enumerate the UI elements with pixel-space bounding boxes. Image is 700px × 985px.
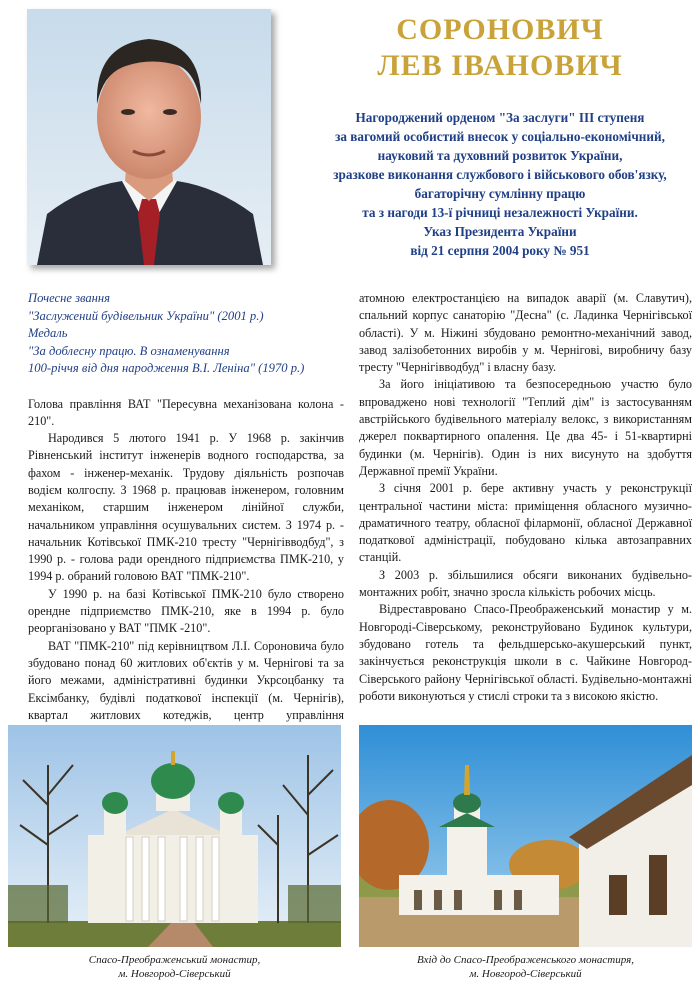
award-statement [300, 108, 700, 260]
monastery-photo [8, 725, 341, 947]
photo-caption-left [8, 953, 341, 981]
paragraph: За його ініціативою та безпосередньою участю було впроваджено нові технології "Теплий дім" із застосуванням австрійського будівельного матеріалу велокс, з використанням джерел поквартирного опалення. Це два 45- і 51-квартирні будинки (м. Чернігів). Один із них висунуто на здобуття Державної премії України. [359, 377, 692, 478]
portrait-photo [27, 9, 271, 265]
right-column [359, 290, 692, 705]
award-line: та з нагоди 13-ї річниці незалежності України. [362, 205, 638, 220]
award-line: науковий та духовний розвиток України, [377, 148, 623, 163]
monastery-entrance-photo [359, 725, 692, 947]
paragraph: Відреставровано Спасо-Преображенський монастир у м. Новгороді-Сіверському, реконструйовано Будинок культури, збудовано готель та фельдшерсько-акушерський пункт, закінчується реконструкція школи в с. Чайкине Новгород-Сіверського району Чернігівської області. Будівельно-монтажні роботи виконуються у стислі строки та з високою якістю. [359, 602, 692, 703]
biography-text [28, 396, 344, 742]
award-line: багаторічну сумлінну працю [414, 186, 586, 201]
honor-line: "За доблесну працю. В ознаменування [28, 343, 230, 358]
honor-line: Почесне звання [28, 291, 111, 305]
paragraph: Народився 5 лютого 1941 р. У 1968 р. закінчив Рівненський інститут інженерів водного господарства, за фахом - інженер-механік. Трудову діяльність розпочав водієм колгоспу. З 1968 р. працював інженером, головним механіком, старшим інженером лінійної служби, начальником управління осушувальних систем. З 1974 р. - начальник Котівської ПМК-210 тресту "Чернігівводбуд", з 1990 р. - голова ради орендного підприємства ПМК-210, у 1994 р. обраний головою ВАТ "ПМК-210". [28, 431, 344, 584]
caption-line: м. Новгород-Сіверський [469, 968, 582, 980]
photo-caption-right [359, 953, 692, 981]
left-column [28, 290, 344, 741]
paragraph: ВАТ "ПМК-210" під керівництвом Л.І. Сороновича було збудовано понад 60 житлових об'єктів у м. Чернігові та за його межами, адміністративні будинки Укрсоцбанку та Ексімбанку, будівлі податкової інспекції (м. Чернігів), квартал житлових котеджів, центр управління [28, 638, 344, 722]
honors-list [28, 290, 344, 378]
person-name [300, 12, 700, 84]
award-line: за вагомий особистий внесок у соціально-економічний, [335, 129, 665, 144]
award-line: Нагороджений орденом "За заслуги" ІІІ ступеня [355, 110, 645, 125]
award-line: від 21 серпня 2004 року № 951 [410, 243, 590, 258]
paragraph: У 1990 р. на базі Котівської ПМК-210 було створено орендне підприємство ПМК-210, яке в 1994 р. було реорганізовано у ВАТ "ПМК -210". [28, 586, 344, 636]
paragraph: З січня 2001 р. бере активну участь у реконструкції центральної частини міста: приміщення обласного музично-драматичного театру, обласної філармонії, обласної Державної податкової адміністрації, побудовано кілька автозаправних станцій. [359, 481, 692, 565]
given-name: ЛЕВ ІВАНОВИЧ [377, 49, 623, 82]
caption-line: Вхід до Спасо-Преображенського монастиря, [417, 954, 634, 966]
paragraph: Голова правління ВАТ "Пересувна механізована колона - 210". [28, 396, 344, 428]
paragraph: атомною електростанцією на випадок аварії (м. Славутич), спальний корпус санаторію "Десна" (с. Ладинка Чернігівської області). У м. Ніжині збудовано ремонтно-механічний завод, завод залізобетонних виробів у м. Чернігові, виробничу базу тресту "Чернігівводбуд" і власну базу. [359, 291, 692, 375]
surname: СОРОНОВИЧ [396, 13, 604, 46]
honor-line: 100-річчя від дня народження В.І. Леніна" (1970 р.) [28, 361, 305, 375]
caption-line: Спасо-Преображенський монастир, [88, 954, 261, 966]
award-line: Указ Президента України [423, 224, 577, 239]
caption-line: м. Новгород-Сіверський [118, 968, 231, 980]
honor-line: "Заслужений будівельник України" (2001 р.) [28, 308, 264, 323]
award-line: зразкове виконання службового і військового обов'язку, [333, 167, 667, 182]
honor-line: Медаль [28, 326, 68, 340]
paragraph: З 2003 р. збільшилися обсяги виконаних будівельно-монтажних робіт, значно зросла кількість робочих місць. [359, 567, 692, 600]
